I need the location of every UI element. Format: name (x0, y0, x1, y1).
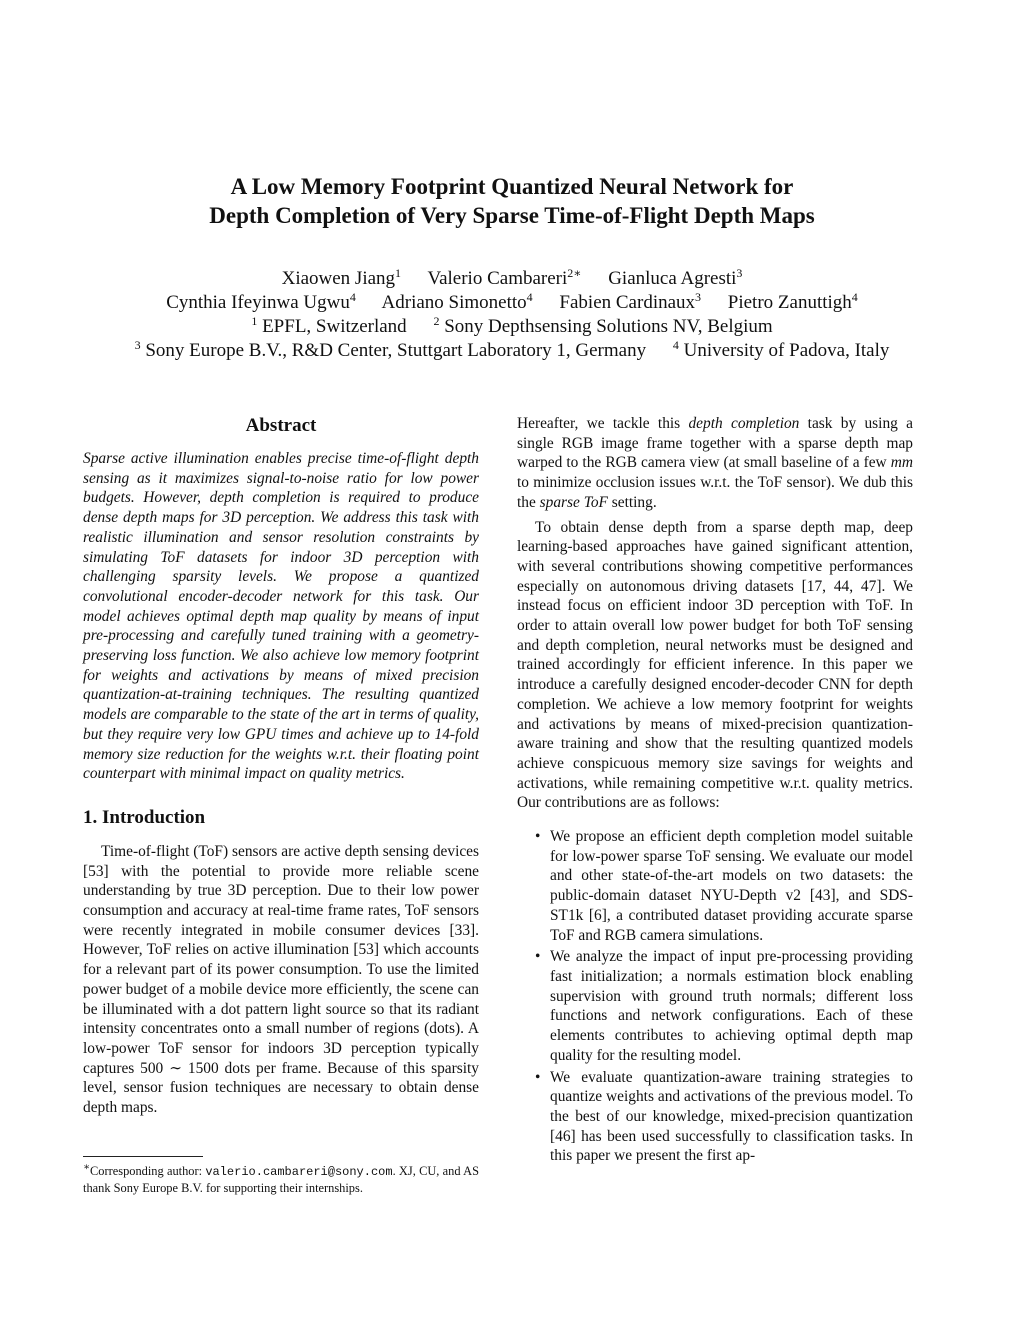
author-sup: 2∗ (567, 266, 582, 280)
left-column (83, 414, 479, 1118)
introduction-paragraph-2: To obtain dense depth from a sparse depth map, deep learning-based approaches have gained significant attention, with several contributions showing competitive performances especially on autonomous driving datasets [17, 44, 47]. We instead focus on efficient indoor 3D perception with ToF. In order to attain overall low power budget for both ToF sensing and depth completion, neural networks must be designed and trained accordingly for efficient inference. In this paper we introduce a carefully designed encoder-decoder CNN for depth completion. We achieve a low memory footprint for weights and activations by means of mixed-precision quantization-aware training and show that the resulting quantized models achieve conspicuous memory size savings for weights and activations, while remaining competitive w.r.t. quality metrics. Our contributions are as follows: (517, 518, 913, 812)
footnote-label: Corresponding author: (90, 1164, 206, 1179)
introduction-heading: 1. Introduction (83, 806, 206, 828)
introduction-paragraph-1: Time-of-flight (ToF) sensors are active depth sensing devices [53] with the potential to provide more reliable scene understanding by true 3D perception. Due to their low power consumption and accuracy at real-time frame rates, ToF sensors were recently integrated in mobile consumer devices [33]. However, ToF relies on active illumination [53] which accounts for a relevant part of its power consumption. To use the limited power budget of a mobile device more efficiently, the scene can be illuminated with a dot pattern light source so that its radiant intensity concentrates onto a small number of regions (dots). A low-power ToF sensor for indoors 3D perception typically captures 500 ∼ 1500 dots per frame. Because of this sparsity level, sensor fusion techniques are necessary to obtain dense depth maps. (83, 842, 479, 1117)
text-run: task by using a single RGB image frame together with a sparse depth map warped to the RGB camera view (at small baseline of a few (517, 415, 913, 472)
footnote-divider (83, 1156, 203, 1157)
affiliation-sup: 1 (251, 314, 258, 328)
author-sup: 1 (395, 266, 402, 280)
emphasis-sparse-tof: sparse ToF (539, 493, 608, 511)
email-link[interactable]: valerio.cambareri@sony.com (205, 1165, 393, 1180)
abstract-body: Sparse active illumination enables precise time-of-flight depth sensing as it maximizes signal-to-noise ratio for low power budgets. However, depth completion is required to produce dense depth maps for 3D perception. We address this task with realistic illumination and sensor resolution constraints by simulating ToF datasets for indoor 3D perception with challenging sparsity levels. We propose a quantized convolutional encoder-decoder network for this task. Our model achieves optimal depth map quality by means of input pre-processing and carefully tuned training with a geometry-preserving loss function. We also achieve low memory footprint for weights and activations by means of mixed precision quantization-at-training techniques. The resulting quantized models are comparable to the state of the art in terms of quality, but they require very low GPU times and achieve up to 14-fold memory size reduction for the weights w.r.t. their floating point counterpart with minimal impact on quality metrics. (83, 450, 479, 783)
affiliation-name: Sony Europe B.V., R&D Center, Stuttgart Laboratory 1, Germany (145, 340, 647, 361)
author-name: Fabien Cardinaux (559, 292, 696, 313)
bullet-icon: • (535, 948, 541, 966)
bullet-icon: • (535, 1068, 541, 1086)
affiliation-name: EPFL, Switzerland (262, 316, 407, 337)
list-item-text: We evaluate quantization-aware training strategies to quantize weights and activations of the previous model. To the best of our knowledge, mixed-precision quantization [46] has been used successfully to classification tasks. In this paper we present the first ap- (550, 1068, 913, 1165)
list-item (517, 1068, 913, 1167)
text-run: setting. (607, 493, 657, 511)
emphasis-depth-completion: depth completion (688, 415, 800, 432)
list-item-text: We propose an efficient depth completion model suitable for low-power sparse ToF sensing. We evaluate our model and other state-of-the-art models on two datasets: the public-domain dataset NYU-Depth v2 [43], and SDS-ST1k [6], a contributed dataset providing accurate sparse ToF and RGB camera simulations. (550, 828, 913, 944)
paper-title (80, 172, 944, 230)
title-line-1: A Low Memory Footprint Quantized Neural Network for (230, 174, 794, 199)
math-mm: mm (890, 454, 913, 472)
author-name: Xiaowen Jiang (281, 268, 396, 289)
abstract-heading: Abstract (245, 415, 317, 436)
footnote (83, 1160, 479, 1196)
introduction-paragraph-1-continued (517, 414, 913, 513)
author-row-1 (40, 267, 984, 291)
footnote-marker: ∗ (83, 1162, 91, 1173)
list-item-text: We analyze the impact of input pre-processing providing fast initialization; a normals estimation block enabling supervision with ground truth normals; different loss functions and network configurations. Each of these elements contributes to achieving optimal depth map quality for the resulting model. (550, 948, 913, 1064)
bullet-icon: • (535, 828, 541, 846)
right-column (517, 414, 913, 1168)
affiliation-sup: 3 (134, 338, 141, 352)
author-block (40, 267, 984, 363)
author-name: Pietro Zanuttigh (727, 292, 852, 313)
affiliation-row-1 (40, 315, 984, 339)
affiliation-sup: 2 (433, 314, 440, 328)
affiliation-name: University of Padova, Italy (683, 340, 890, 361)
author-sup: 4 (526, 290, 533, 304)
title-line-2: Depth Completion of Very Sparse Time-of-Flight Depth Maps (209, 203, 815, 228)
author-sup: 4 (851, 290, 858, 304)
text-run: Hereafter, we tackle this (517, 415, 689, 432)
list-item (517, 827, 913, 945)
affiliation-row-2 (40, 339, 984, 363)
author-row-2 (40, 291, 984, 315)
text-run: to minimize occlusion issues w.r.t. the ToF sensor). We dub this the (517, 474, 913, 511)
footnote-text: . XJ, CU, and AS thank Sony Europe B.V. for supporting their internships. (83, 1164, 479, 1196)
author-name: Adriano Simonetto (381, 292, 527, 313)
author-sup: 4 (349, 290, 356, 304)
author-sup: 3 (695, 290, 702, 304)
author-name: Gianluca Agresti (608, 268, 737, 289)
author-sup: 3 (736, 266, 743, 280)
contribution-list (517, 827, 913, 1166)
list-item (517, 947, 913, 1065)
author-name: Valerio Cambareri (427, 268, 568, 289)
author-name: Cynthia Ifeyinwa Ugwu (166, 292, 350, 313)
affiliation-sup: 4 (672, 338, 679, 352)
affiliation-name: Sony Depthsensing Solutions NV, Belgium (444, 316, 773, 337)
